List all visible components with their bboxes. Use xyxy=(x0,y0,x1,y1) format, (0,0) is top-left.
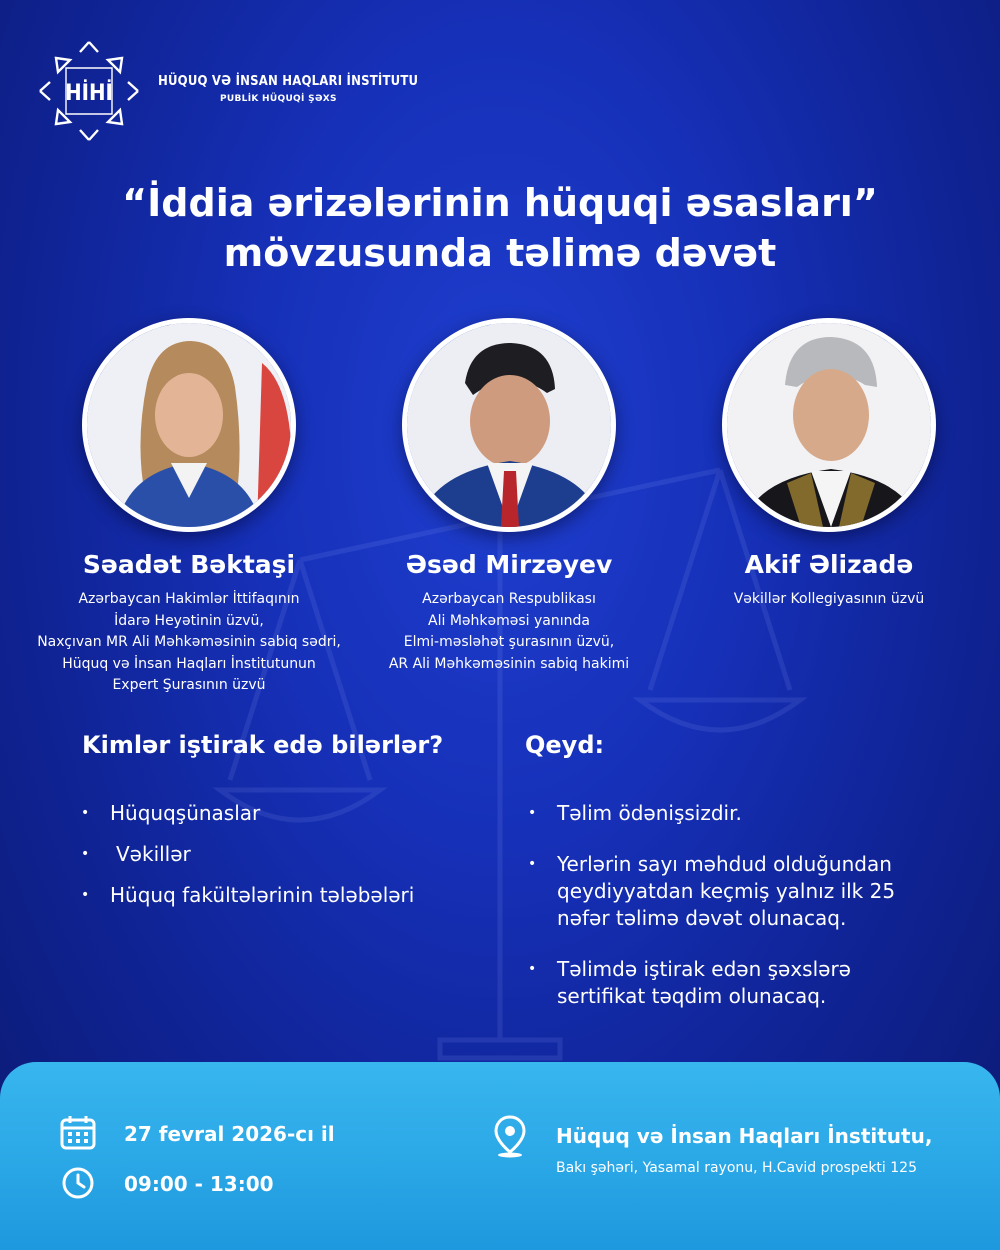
list-item: • Hüquqşünaslar xyxy=(110,800,414,827)
list-item xyxy=(557,956,895,1010)
speaker-photo-1 xyxy=(82,318,296,532)
speaker-3-line-1: Vəkillər Kollegiyasının üzvü xyxy=(733,591,925,607)
title-line-1: “İddia ərizələrinin hüquqi əsasları” xyxy=(122,181,878,225)
logo-emblem xyxy=(36,38,142,144)
speaker-description-2 xyxy=(344,589,674,675)
note-3-line-2: sertifikat təqdim olunacaq. xyxy=(557,984,827,1008)
speaker-2-line-3: Elmi-məsləhət şurasının üzvü, xyxy=(403,634,615,650)
speaker-photo-3 xyxy=(722,318,936,532)
speaker-1-line-4: Hüquq və İnsan Haqları İnstitutunun xyxy=(62,655,316,672)
speaker-photo-2 xyxy=(402,318,616,532)
calendar-icon xyxy=(60,1114,96,1150)
organization-block xyxy=(158,74,418,104)
participants-title: Kimlər iştirak edə bilərlər? xyxy=(82,731,444,759)
event-address: Bakı şəhəri, Yasamal rayonu, H.Cavid prospekti 125 xyxy=(556,1160,917,1176)
note-1-line-1: • Təlim ödənişsizdir. xyxy=(557,801,742,825)
notes-title: Qeyd: xyxy=(525,731,605,759)
notes-list xyxy=(557,800,895,1010)
speaker-2-line-1: Azərbaycan Respublikası xyxy=(422,591,596,607)
speaker-name-1: Səadət Bəktaşi xyxy=(82,550,296,579)
title-line-2: mövzusunda təlimə dəvət xyxy=(223,231,777,275)
clock-icon xyxy=(61,1166,95,1200)
event-info-footer xyxy=(0,1062,1000,1250)
event-time: 09:00 - 13:00 xyxy=(124,1172,274,1196)
speaker-name-2: Əsəd Mirzəyev xyxy=(405,550,613,579)
participants-list xyxy=(110,800,414,909)
list-item: • Vəkillər xyxy=(110,841,414,868)
speaker-name-3: Akif Əlizadə xyxy=(744,550,914,579)
speaker-2-line-4: AR Ali Məhkəməsinin sabiq hakimi xyxy=(388,655,630,672)
event-venue: Hüquq və İnsan Haqları İnstitutu, xyxy=(556,1124,933,1148)
speaker-1-line-5: Expert Şurasının üzvü xyxy=(112,677,266,693)
list-item xyxy=(557,800,895,827)
speaker-description-1 xyxy=(24,589,354,697)
event-date: 27 fevral 2026-cı il xyxy=(124,1122,335,1146)
location-pin-icon xyxy=(493,1114,527,1158)
speaker-1-line-2: İdarə Heyətinin üzvü, xyxy=(114,612,264,629)
note-2-line-2: qeydiyyatdan keçmiş yalnız ilk 25 xyxy=(557,879,896,903)
speaker-description-3 xyxy=(664,589,994,611)
note-2-line-3: nəfər təlimə dəvət olunacaq. xyxy=(557,906,847,930)
organization-name: HÜQUQ VƏ İNSAN HAQLARI İNSTİTUTU xyxy=(158,74,419,89)
speaker-card-3 xyxy=(664,318,994,611)
svg-text:HİHİ: HİHİ xyxy=(65,81,113,106)
speaker-2-line-2: Ali Məhkəməsi yanında xyxy=(428,612,590,629)
organization-subtitle: PUBLİK HÜQUQİ ŞƏXS xyxy=(220,94,337,104)
speaker-card-2 xyxy=(344,318,674,675)
speaker-card-1 xyxy=(24,318,354,697)
speaker-1-line-3: Naxçıvan MR Ali Məhkəməsinin sabiq sədri, xyxy=(37,634,341,650)
speaker-1-line-1: Azərbaycan Hakimlər İttifaqının xyxy=(78,591,300,607)
list-item xyxy=(557,851,895,932)
note-2-line-1: • Yerlərin sayı məhdud olduğundan xyxy=(557,852,892,876)
note-3-line-1: • Təlimdə iştirak edən şəxslərə xyxy=(557,957,851,981)
list-item: • Hüquq fakültələrinin tələbələri xyxy=(110,882,414,909)
page-title xyxy=(0,178,1000,278)
